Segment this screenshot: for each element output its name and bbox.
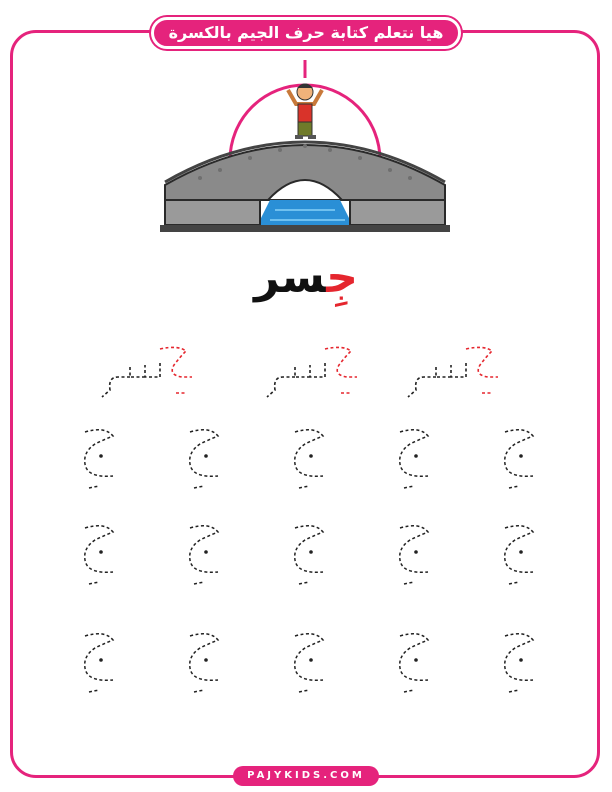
trace-letter-jeem — [388, 422, 438, 497]
target-word — [206, 248, 406, 308]
trace-letter-jeem — [283, 422, 333, 497]
trace-word-1 — [396, 335, 506, 405]
trace-letter-jeem — [178, 422, 228, 497]
trace-letter-jeem — [388, 518, 438, 593]
trace-letter-jeem — [283, 626, 333, 701]
trace-word-2 — [255, 335, 365, 405]
trace-letter-jeem — [388, 626, 438, 701]
boy-figure — [288, 60, 322, 139]
footer-brand: PAJYKIDS.COM — [233, 766, 379, 786]
worksheet-title: هيا نتعلم كتابة حرف الجيم بالكسرة — [151, 17, 461, 49]
trace-letter-jeem — [73, 626, 123, 701]
trace-letter-jeem — [178, 518, 228, 593]
word-rest: سر — [254, 252, 327, 303]
trace-letter-jeem — [73, 422, 123, 497]
trace-letter-jeem — [283, 518, 333, 593]
word-first-letter: جِ — [326, 252, 358, 303]
trace-letter-jeem — [493, 422, 543, 497]
trace-letter-jeem — [493, 518, 543, 593]
bridge-illustration — [160, 60, 450, 235]
trace-word-3 — [90, 335, 200, 405]
trace-letter-jeem — [493, 626, 543, 701]
trace-letter-jeem — [178, 626, 228, 701]
trace-letter-jeem — [73, 518, 123, 593]
